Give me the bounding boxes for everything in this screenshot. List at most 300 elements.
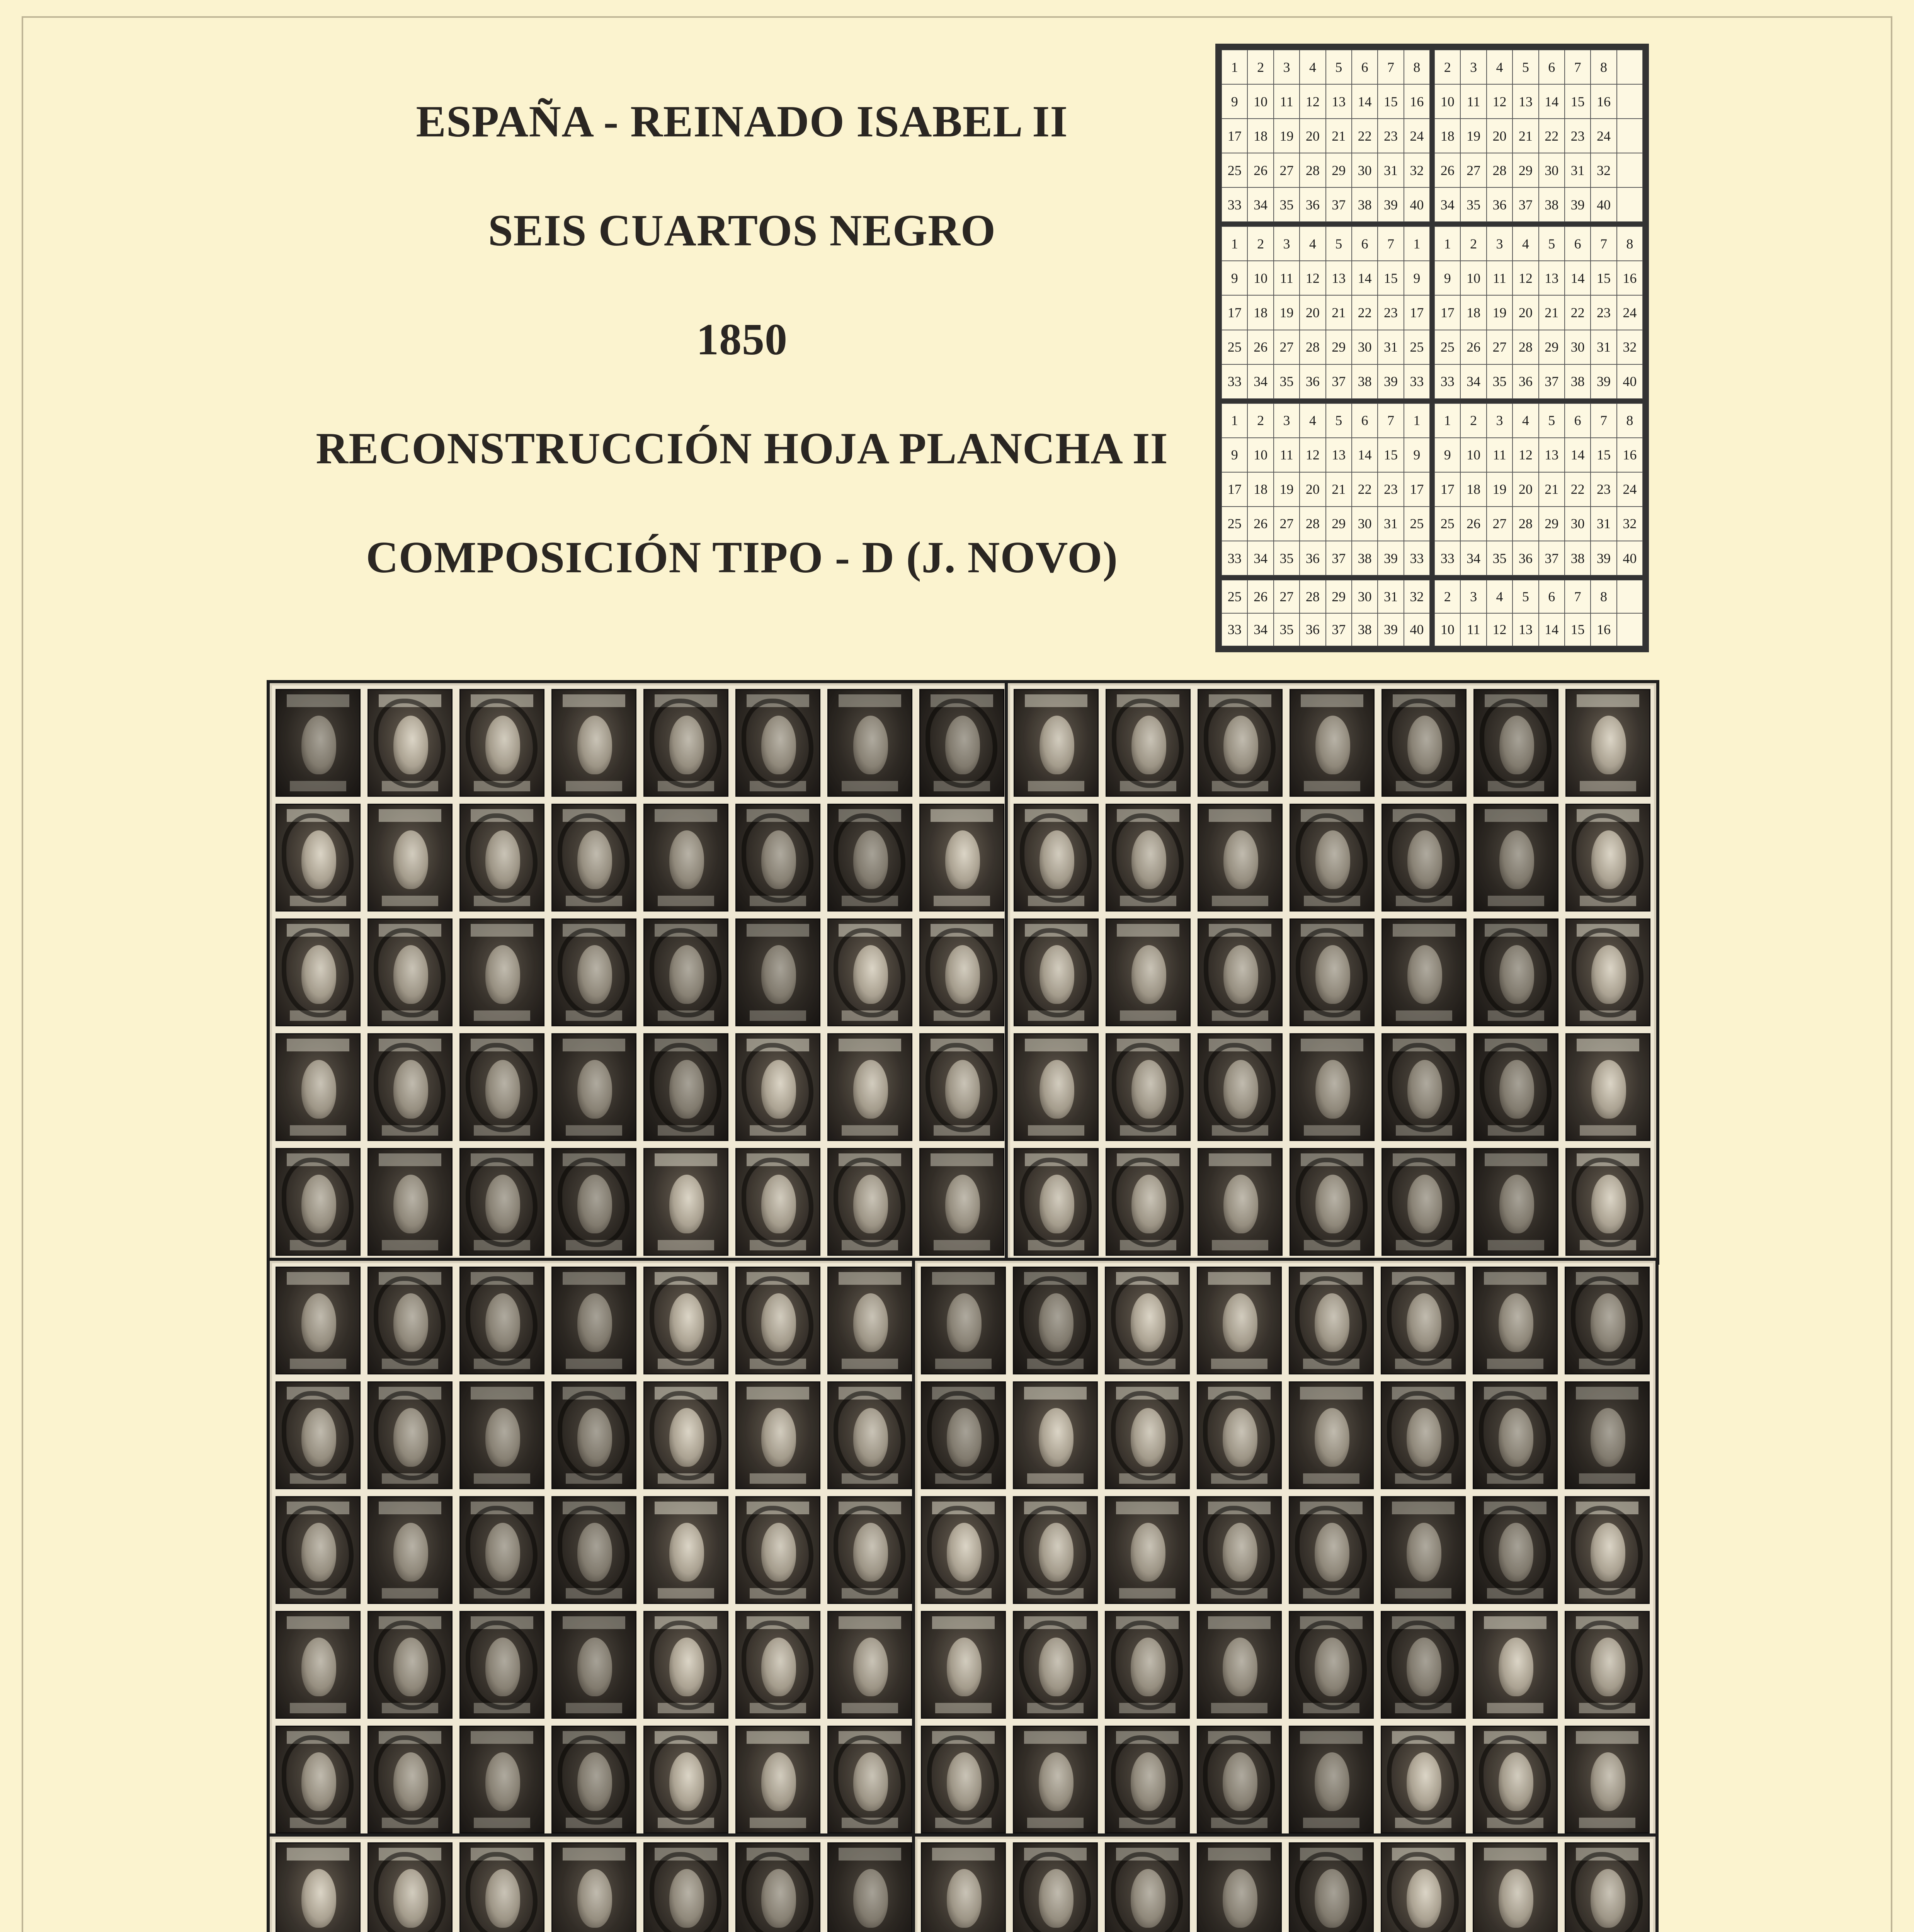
key-cell: 20 xyxy=(1487,119,1512,153)
key-cell: 10 xyxy=(1247,438,1273,472)
stamp-year-band xyxy=(290,1125,346,1136)
stamp-design xyxy=(1565,1148,1650,1256)
cancellation-mark xyxy=(374,1621,446,1710)
queen-portrait-icon xyxy=(853,1869,888,1928)
key-cell: 4 xyxy=(1487,580,1512,613)
cancellation-mark xyxy=(1387,1621,1459,1710)
stamp-value-band xyxy=(563,1039,626,1051)
stamp-design xyxy=(551,1033,636,1141)
cancellation-mark xyxy=(742,1043,814,1132)
stamp-design xyxy=(1289,1496,1374,1604)
stamp-value-band xyxy=(379,809,442,822)
cancellation-mark xyxy=(1296,928,1368,1017)
stamp xyxy=(548,800,640,915)
cancellation-mark xyxy=(558,1506,630,1595)
key-cell: 36 xyxy=(1512,364,1538,399)
stamp xyxy=(1378,800,1470,915)
stamp xyxy=(824,800,916,915)
cancellation-mark xyxy=(466,1506,538,1595)
queen-portrait-icon xyxy=(1315,716,1350,775)
key-cell xyxy=(1617,84,1643,119)
key-cell: 9 xyxy=(1222,261,1247,295)
key-cell: 31 xyxy=(1378,330,1404,364)
stamp xyxy=(456,1030,548,1145)
stamp-design xyxy=(643,689,728,797)
stamp-design xyxy=(1381,918,1467,1026)
queen-portrait-icon xyxy=(1223,1869,1257,1928)
stamp xyxy=(1470,800,1562,915)
stamp-design xyxy=(1197,1496,1282,1604)
stamp-value-band xyxy=(747,1731,810,1744)
stamp-design xyxy=(643,1148,728,1256)
cancellation-mark xyxy=(1296,1158,1368,1247)
stamp xyxy=(917,1493,1009,1607)
stamp xyxy=(1193,1493,1285,1607)
cancellation-mark xyxy=(926,928,998,1017)
stamp-year-band xyxy=(1211,1359,1267,1369)
stamp-year-band xyxy=(750,1473,806,1484)
stamp-design xyxy=(1013,1842,1098,1932)
stamp xyxy=(364,1607,456,1722)
stamp-year-band xyxy=(566,1125,622,1136)
stamp-design xyxy=(827,918,912,1026)
key-cell: 8 xyxy=(1591,580,1616,613)
cancellation-mark xyxy=(1111,1852,1183,1932)
stamp xyxy=(1193,1607,1285,1722)
cancellation-mark xyxy=(374,928,446,1017)
key-cell: 12 xyxy=(1300,261,1325,295)
queen-portrait-icon xyxy=(761,1752,796,1811)
stamp-design xyxy=(735,1381,820,1489)
cancellation-mark xyxy=(1203,1735,1275,1825)
queen-portrait-icon xyxy=(1223,1638,1257,1697)
stamp-design xyxy=(1106,918,1191,1026)
stamp xyxy=(640,1607,732,1722)
key-cell: 29 xyxy=(1326,153,1352,187)
key-cell: 36 xyxy=(1300,613,1325,646)
key-cell: 16 xyxy=(1617,261,1643,295)
key-cell: 10 xyxy=(1434,84,1460,119)
cancellation-mark xyxy=(1571,1852,1643,1932)
key-cell: 15 xyxy=(1591,438,1616,472)
key-cell: 18 xyxy=(1460,295,1486,330)
stamp xyxy=(1377,1378,1469,1493)
key-cell: 13 xyxy=(1326,438,1352,472)
stamp xyxy=(1101,1378,1193,1493)
key-cell: 33 xyxy=(1222,613,1247,646)
key-cell: 34 xyxy=(1460,541,1486,575)
stamp-value-band xyxy=(1117,924,1180,937)
stamp-design xyxy=(1197,1726,1282,1833)
stamp-value-band xyxy=(563,1616,626,1629)
key-cell: 7 xyxy=(1378,226,1404,261)
stamp xyxy=(272,915,364,1030)
stamp-design xyxy=(921,1381,1006,1489)
cancellation-mark xyxy=(650,1043,722,1132)
queen-portrait-icon xyxy=(1499,1869,1533,1928)
cancellation-mark xyxy=(1479,1391,1551,1480)
stamp-design xyxy=(276,918,361,1026)
key-cell: 22 xyxy=(1352,472,1378,507)
key-cell: 7 xyxy=(1565,50,1591,84)
key-cell: 21 xyxy=(1326,472,1352,507)
cancellation-mark xyxy=(742,1506,814,1595)
key-cell xyxy=(1617,580,1643,613)
stamp xyxy=(1285,1722,1377,1837)
stamp-design xyxy=(276,1611,361,1719)
key-cell: 33 xyxy=(1222,541,1247,575)
stamp xyxy=(1378,1145,1470,1259)
key-cell: 8 xyxy=(1617,226,1643,261)
stamp xyxy=(1194,685,1286,800)
stamp-design xyxy=(1197,1611,1282,1719)
key-cell: 29 xyxy=(1512,153,1538,187)
key-cell: 1 xyxy=(1434,403,1460,438)
key-cell: 26 xyxy=(1460,330,1486,364)
stamp xyxy=(732,1030,824,1145)
stamp-design xyxy=(551,1611,636,1719)
queen-portrait-icon xyxy=(853,1638,888,1697)
stamp xyxy=(364,1378,456,1493)
stamp-design xyxy=(735,1842,820,1932)
key-cell: 31 xyxy=(1565,153,1591,187)
stamp xyxy=(640,1839,732,1932)
stamp-design xyxy=(1381,1381,1466,1489)
cancellation-mark xyxy=(558,1158,630,1247)
queen-portrait-icon xyxy=(485,945,520,1004)
stamp-year-band xyxy=(1487,1359,1543,1369)
key-cell: 38 xyxy=(1565,364,1591,399)
key-cell: 38 xyxy=(1352,613,1378,646)
queen-portrait-icon xyxy=(761,1408,796,1467)
stamp xyxy=(548,1263,640,1378)
key-cell: 14 xyxy=(1539,84,1565,119)
stamp-value-band xyxy=(471,1731,534,1744)
cancellation-mark xyxy=(927,1391,999,1480)
cancellation-mark xyxy=(1112,1043,1184,1132)
stamp xyxy=(824,1263,916,1378)
queen-portrait-icon xyxy=(485,1408,520,1467)
cancellation-mark xyxy=(834,928,906,1017)
queen-portrait-icon xyxy=(669,830,704,889)
stamp xyxy=(1193,1378,1285,1493)
key-cell: 13 xyxy=(1539,261,1565,295)
key-cell: 39 xyxy=(1591,541,1616,575)
cancellation-mark xyxy=(742,1852,814,1932)
key-cell: 35 xyxy=(1487,541,1512,575)
stamp-design xyxy=(551,1267,636,1374)
queen-portrait-icon xyxy=(577,1638,612,1697)
stamp-design xyxy=(459,1148,544,1256)
stamp-design xyxy=(827,1842,912,1932)
stamp xyxy=(917,1263,1009,1378)
key-cell: 10 xyxy=(1434,613,1460,646)
title-stamp-name: SEIS CUARTOS NEGRO xyxy=(488,206,996,255)
key-cell: 22 xyxy=(1352,119,1378,153)
key-cell: 8 xyxy=(1617,403,1643,438)
stamp xyxy=(1102,915,1194,1030)
stamp xyxy=(640,1263,732,1378)
stamp-design xyxy=(367,1033,453,1141)
stamp-design xyxy=(1198,689,1283,797)
stamp xyxy=(1285,1263,1377,1378)
key-cell: 14 xyxy=(1352,261,1378,295)
key-cell: 10 xyxy=(1247,261,1273,295)
key-cell: 5 xyxy=(1539,226,1565,261)
stamp-design xyxy=(1106,804,1191,912)
queen-portrait-icon xyxy=(945,1175,980,1234)
key-cell: 15 xyxy=(1378,438,1404,472)
queen-portrait-icon xyxy=(301,716,336,775)
stamp-value-band xyxy=(931,809,994,822)
stamp-design xyxy=(1289,1611,1374,1719)
cancellation-mark xyxy=(1572,813,1644,903)
cancellation-mark xyxy=(1387,1276,1459,1366)
key-cell: 12 xyxy=(1512,261,1538,295)
key-cell: 26 xyxy=(1460,507,1486,541)
stamp xyxy=(732,1722,824,1837)
stamp-design xyxy=(1106,689,1191,797)
cancellation-mark xyxy=(650,1735,722,1825)
stamp-design xyxy=(459,1842,544,1932)
stamp-value-band xyxy=(1116,1502,1179,1514)
stamp xyxy=(1193,1839,1285,1932)
queen-portrait-icon xyxy=(577,1869,612,1928)
cancellation-mark xyxy=(466,699,538,788)
stamp-design xyxy=(1565,918,1650,1026)
key-cell: 40 xyxy=(1617,541,1643,575)
cancellation-mark xyxy=(927,1735,999,1825)
key-cell: 29 xyxy=(1539,507,1565,541)
key-cell: 37 xyxy=(1539,364,1565,399)
key-cell: 25 xyxy=(1434,330,1460,364)
key-cell: 13 xyxy=(1326,261,1352,295)
stamp-design xyxy=(1289,1842,1374,1932)
stamp-design xyxy=(1473,918,1558,1026)
key-cell: 17 xyxy=(1434,472,1460,507)
pane-mid2-right xyxy=(912,1833,1659,1932)
stamp-design xyxy=(1290,804,1375,912)
queen-portrait-icon xyxy=(393,1523,428,1582)
stamp-design xyxy=(643,1611,728,1719)
key-cell: 2 xyxy=(1247,226,1273,261)
stamp-design xyxy=(1381,1611,1466,1719)
stamp-design xyxy=(735,1726,820,1833)
stamp-design xyxy=(827,1611,912,1719)
stamp xyxy=(1009,1493,1101,1607)
stamp-value-band xyxy=(932,1272,995,1285)
stamp xyxy=(456,1263,548,1378)
key-cell: 3 xyxy=(1487,403,1512,438)
stamp-design xyxy=(735,918,820,1026)
stamp-design xyxy=(367,1496,453,1604)
key-cell: 34 xyxy=(1247,541,1273,575)
stamp-design xyxy=(1197,1381,1282,1489)
key-cell: 23 xyxy=(1378,472,1404,507)
stamp-design xyxy=(1014,1033,1099,1141)
pane-top-right xyxy=(1005,680,1659,1265)
cancellation-mark xyxy=(834,1391,906,1480)
stamp xyxy=(1010,1030,1102,1145)
stamp-year-band xyxy=(1395,1588,1451,1599)
stamp-design xyxy=(551,804,636,912)
key-cell: 19 xyxy=(1487,295,1512,330)
stamp xyxy=(1561,1378,1653,1493)
stamp xyxy=(1469,1722,1561,1837)
key-cell: 25 xyxy=(1222,330,1247,364)
stamp xyxy=(917,1378,1009,1493)
cancellation-mark xyxy=(650,1852,722,1932)
key-cell: 32 xyxy=(1591,153,1616,187)
stamp xyxy=(1561,1493,1653,1607)
stamp xyxy=(1102,685,1194,800)
stamp-year-band xyxy=(1579,1818,1635,1828)
stamp xyxy=(364,1722,456,1837)
key-cell: 19 xyxy=(1487,472,1512,507)
key-cell: 6 xyxy=(1539,50,1565,84)
stamp-value-band xyxy=(1576,1387,1639,1400)
stamp xyxy=(1377,1493,1469,1607)
stamp-design xyxy=(921,1496,1006,1604)
cancellation-mark xyxy=(1111,1621,1183,1710)
queen-portrait-icon xyxy=(1315,1060,1350,1119)
cancellation-mark xyxy=(1295,1852,1367,1932)
queen-portrait-icon xyxy=(853,1293,888,1352)
key-cell: 11 xyxy=(1274,438,1300,472)
queen-portrait-icon xyxy=(1223,830,1258,889)
stamp-design xyxy=(1381,804,1467,912)
queen-portrait-icon xyxy=(1499,1638,1533,1697)
stamp xyxy=(824,1030,916,1145)
stamp-value-band xyxy=(1300,1731,1363,1744)
key-cell: 29 xyxy=(1539,330,1565,364)
cancellation-mark xyxy=(1387,1391,1459,1480)
stamp-design xyxy=(276,1148,361,1256)
stamp xyxy=(1470,1030,1562,1145)
stamp xyxy=(732,1145,824,1259)
stamp-value-band xyxy=(1025,694,1088,707)
key-cell: 33 xyxy=(1434,364,1460,399)
stamp-value-band xyxy=(655,1502,718,1514)
stamp xyxy=(824,1493,916,1607)
key-cell: 8 xyxy=(1404,50,1430,84)
stamp-design xyxy=(1105,1611,1190,1719)
key-cell: 25 xyxy=(1404,330,1430,364)
key-cell: 13 xyxy=(1512,84,1538,119)
key-cell: 1 xyxy=(1434,226,1460,261)
cancellation-mark xyxy=(1480,699,1552,788)
stamp-design xyxy=(919,689,1004,797)
stamp-design xyxy=(1565,1033,1650,1141)
stamp xyxy=(1101,1263,1193,1378)
stamp xyxy=(272,1263,364,1378)
queen-portrait-icon xyxy=(577,716,612,775)
stamp-design xyxy=(1290,1033,1375,1141)
key-cell: 4 xyxy=(1300,226,1325,261)
key-cell: 40 xyxy=(1404,187,1430,222)
key-cell: 6 xyxy=(1539,580,1565,613)
stamp-design xyxy=(1198,1033,1283,1141)
stamp-design xyxy=(827,1148,912,1256)
stamp-design xyxy=(1013,1381,1098,1489)
cancellation-mark xyxy=(1388,699,1460,788)
key-cell: 15 xyxy=(1565,613,1591,646)
stamp-design xyxy=(919,1148,1004,1256)
stamp xyxy=(1010,685,1102,800)
stamp xyxy=(272,1839,364,1932)
cancellation-mark xyxy=(282,813,354,903)
stamp-design xyxy=(367,1267,453,1374)
key-cell: 23 xyxy=(1591,295,1616,330)
key-cell: 29 xyxy=(1326,330,1352,364)
stamp xyxy=(1010,915,1102,1030)
stamp-design xyxy=(551,1726,636,1833)
queen-portrait-icon xyxy=(853,1060,888,1119)
stamp xyxy=(1562,1030,1654,1145)
stamp xyxy=(456,1493,548,1607)
queen-portrait-icon xyxy=(669,1175,704,1234)
key-cell xyxy=(1617,153,1643,187)
stamp xyxy=(1378,915,1470,1030)
cancellation-mark xyxy=(374,1276,446,1366)
key-cell: 3 xyxy=(1274,226,1300,261)
stamp xyxy=(1286,800,1378,915)
key-cell: 20 xyxy=(1300,472,1325,507)
cancellation-mark xyxy=(374,1043,446,1132)
cancellation-mark xyxy=(650,928,722,1017)
stamp-value-band xyxy=(287,1848,350,1861)
key-cell: 21 xyxy=(1539,295,1565,330)
key-cell: 3 xyxy=(1274,403,1300,438)
cancellation-mark xyxy=(558,928,630,1017)
stamp-design xyxy=(643,1381,728,1489)
key-cell: 27 xyxy=(1274,580,1300,613)
key-cell: 30 xyxy=(1565,330,1591,364)
key-cell: 20 xyxy=(1300,119,1325,153)
stamp-year-band xyxy=(750,1818,806,1828)
cancellation-mark xyxy=(1203,1391,1275,1480)
key-cell: 18 xyxy=(1247,295,1273,330)
stamp-design xyxy=(1013,1267,1098,1374)
key-block-2 xyxy=(1432,48,1645,224)
key-cell: 24 xyxy=(1617,472,1643,507)
key-cell: 11 xyxy=(1274,84,1300,119)
stamp-design xyxy=(367,1381,453,1489)
key-cell: 2 xyxy=(1247,403,1273,438)
stamp-year-band xyxy=(1027,1473,1084,1484)
stamp xyxy=(916,800,1008,915)
stamp-year-band xyxy=(1304,781,1360,791)
key-cell: 39 xyxy=(1378,541,1404,575)
cancellation-mark xyxy=(1295,1621,1367,1710)
stamp xyxy=(548,685,640,800)
key-cell: 18 xyxy=(1247,472,1273,507)
stamp-year-band xyxy=(290,781,346,791)
key-cell: 10 xyxy=(1460,438,1486,472)
key-cell: 33 xyxy=(1404,364,1430,399)
key-cell: 4 xyxy=(1487,50,1512,84)
stamp-design xyxy=(1106,1148,1191,1256)
key-cell: 30 xyxy=(1352,330,1378,364)
stamp-design xyxy=(1198,918,1283,1026)
stamp-design xyxy=(921,1842,1006,1932)
key-cell: 32 xyxy=(1617,507,1643,541)
key-cell: 26 xyxy=(1247,507,1273,541)
key-cell: 5 xyxy=(1539,403,1565,438)
cancellation-mark xyxy=(1387,1852,1459,1932)
key-cell: 30 xyxy=(1352,507,1378,541)
stamp-design xyxy=(551,689,636,797)
